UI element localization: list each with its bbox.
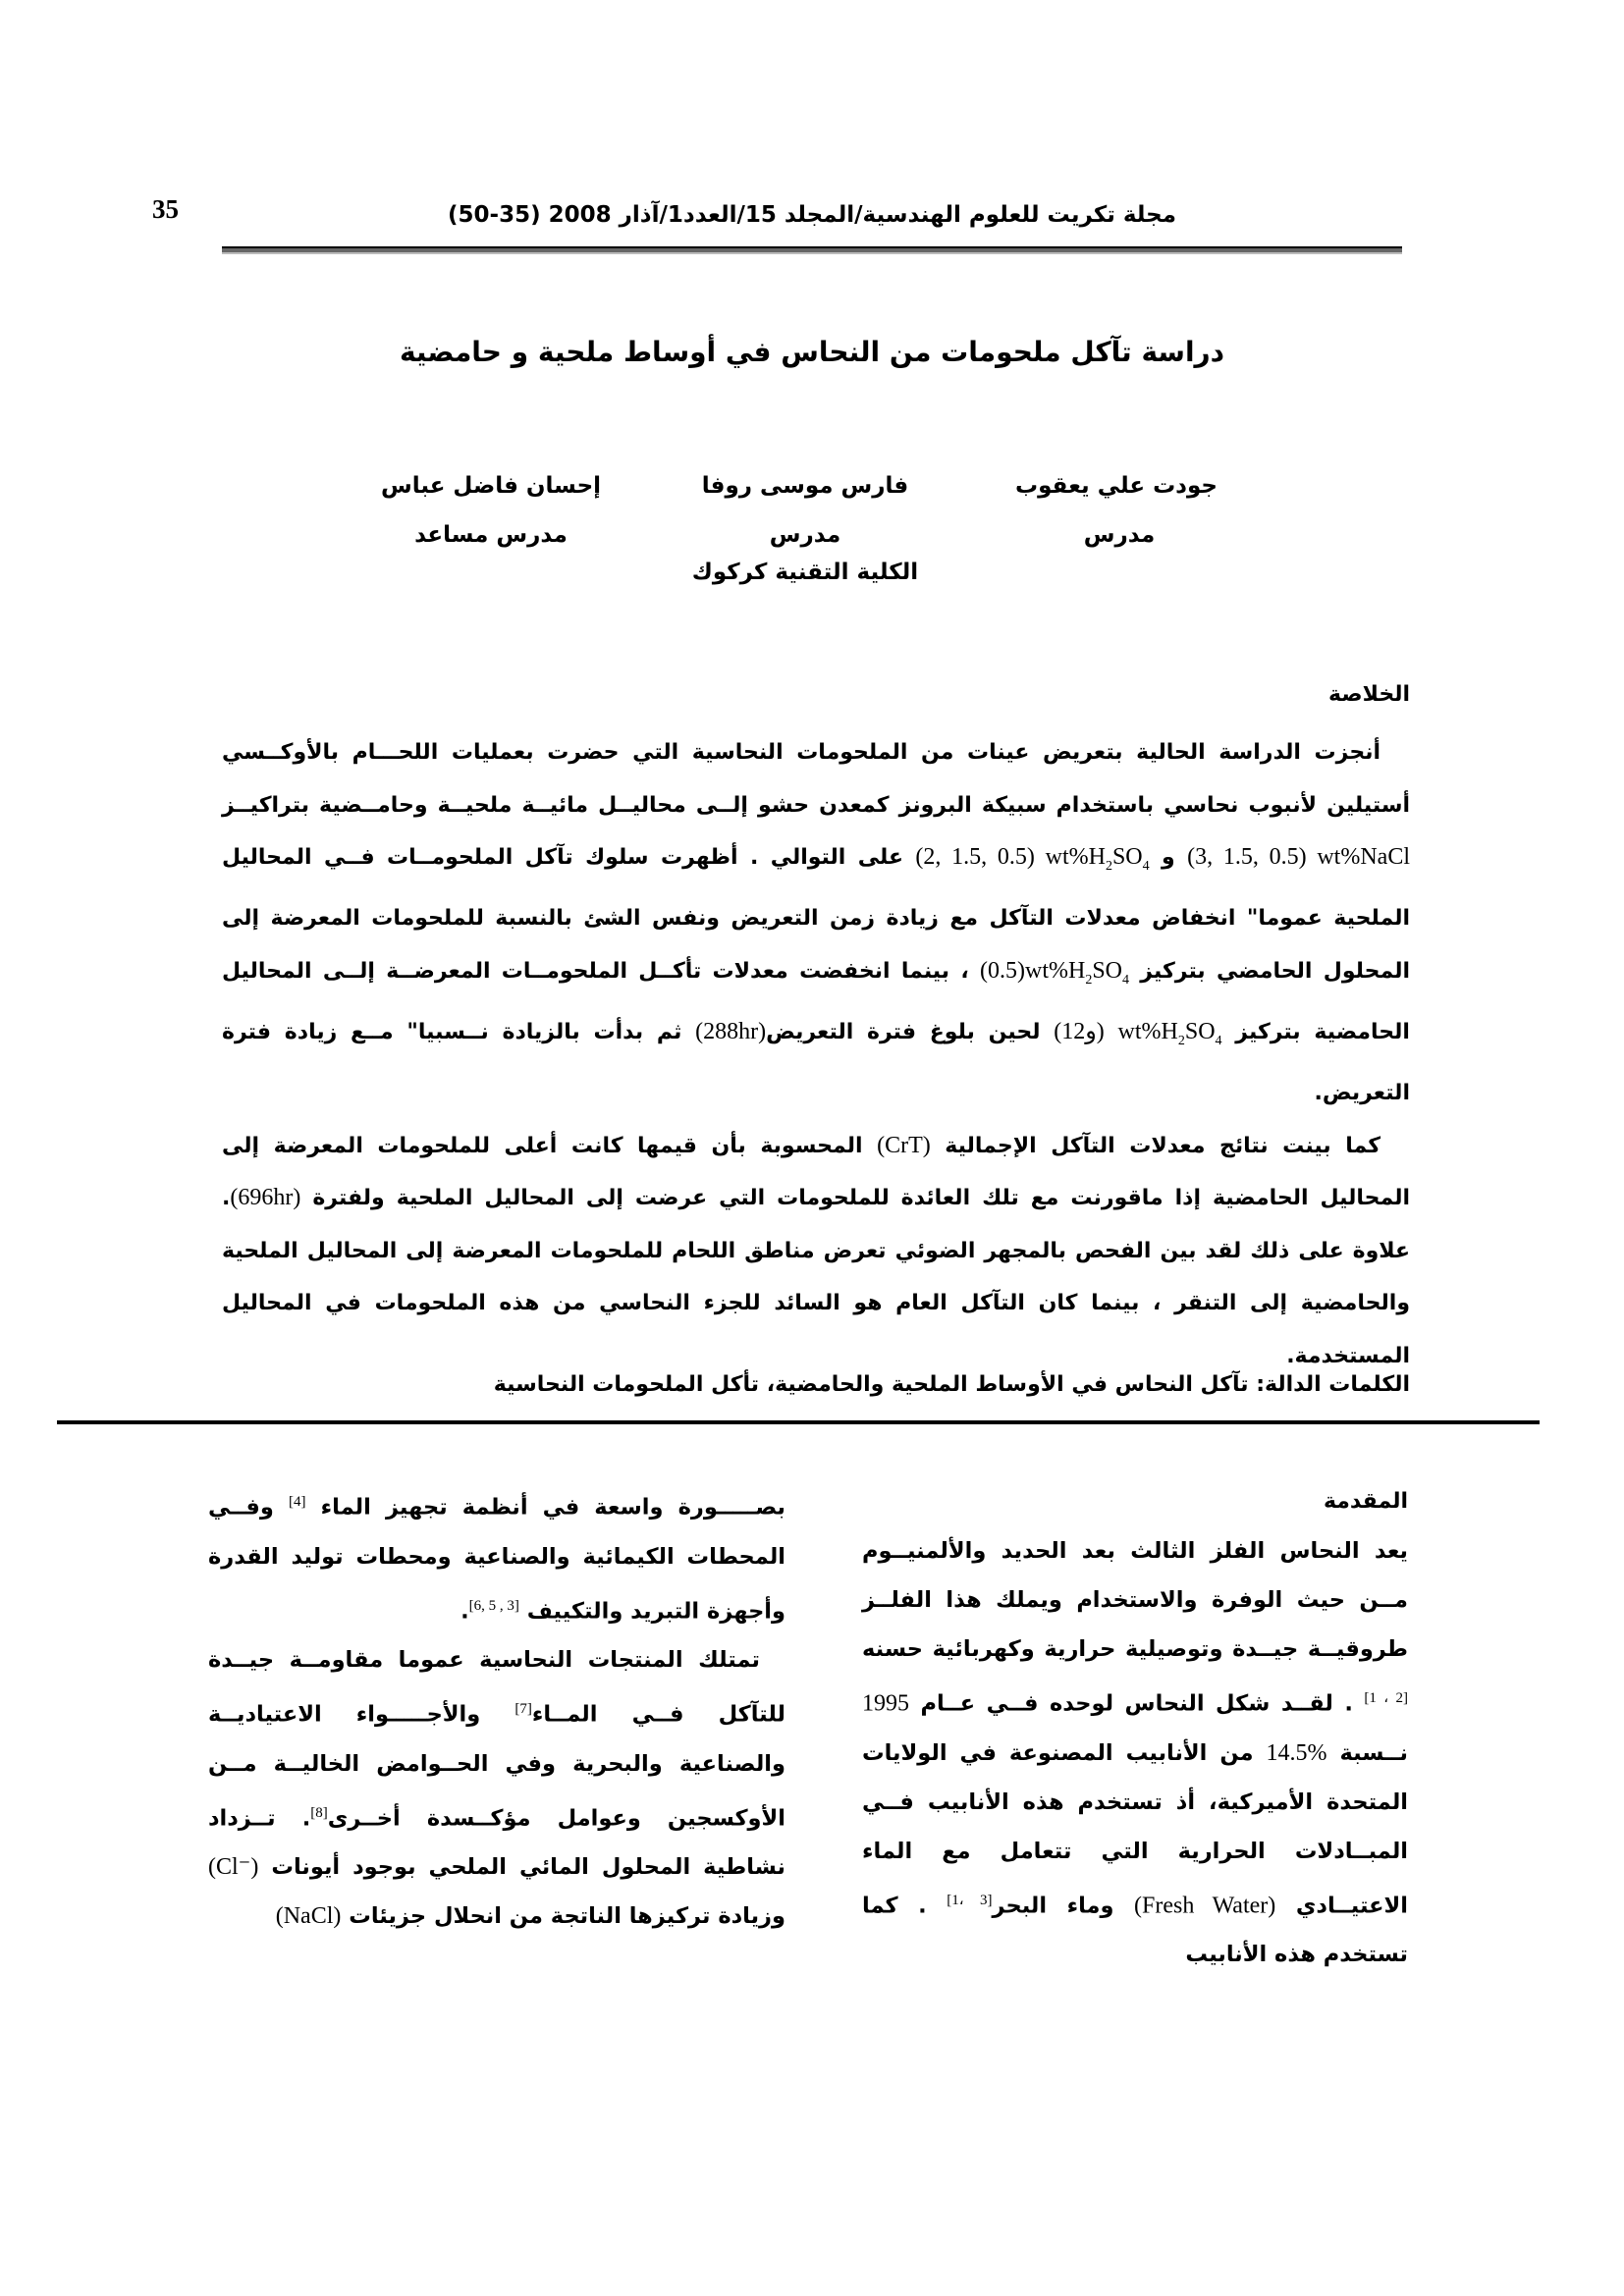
- page-number: 35: [152, 194, 179, 224]
- text-run: من الأنابيب المصنوعة في الولايات المتحدة الأميركية، أذ تستخدم هذه الأنابيب فــي المبــادلات الحرارية التي تتعامل مع الماء الاعتيــادي: [862, 1739, 1409, 1918]
- affiliation: الكلية التقنية كركوك: [691, 560, 919, 585]
- text-run: لحين بلوغ فترة التعريض: [766, 1020, 1041, 1045]
- text-run: ، بينما انخفضت معدلات تأكــل الملحومــات المعرضــة إلــى المحاليل الحامضية بتركيز: [222, 958, 1410, 1045]
- nacl-term: (NaCl): [275, 1903, 342, 1929]
- text-run: كما بينت نتائج معدلات التآكل الإجمالية: [945, 1133, 1380, 1158]
- text-run: ثم بدأت بالزيادة نــسبيا" مــع زيادة فترة التعريض.: [222, 1020, 1410, 1106]
- fresh-water-term: (Fresh Water): [1134, 1893, 1276, 1918]
- text-run: (2, 1.5, 0.5) wt%H: [915, 844, 1106, 870]
- nacl-concentrations: (3, 1.5, 0.5) wt%NaCl: [1187, 844, 1410, 870]
- text-run: بصـــــورة واسعة في أنظمة تجهيز الماء: [320, 1494, 785, 1521]
- section-separator: [57, 1420, 1540, 1424]
- citation: [7]: [514, 1701, 532, 1717]
- intro-column-right: [862, 1477, 1408, 1979]
- intro-column-left: [208, 1477, 785, 1941]
- abstract-paragraph: [222, 726, 1410, 1120]
- text-run: . لقــد شكل النحاس لوحده فــي عــام: [920, 1690, 1353, 1717]
- chloride-ion: (Cl⁻): [208, 1854, 259, 1880]
- author-name: جودت علي يعقوب: [1014, 473, 1218, 499]
- concentration-values: (1و2): [1054, 1019, 1105, 1045]
- running-header: مجلة تكريت للعلوم الهندسية/المجلد 15/العدد1/آذار 2008 (35-50): [448, 202, 1176, 228]
- h2so4-concentration: $(0.5)wt\%H_2SO_4$: [980, 957, 1129, 988]
- citation: [1، 3]: [947, 1892, 993, 1908]
- author-role: مدرس: [1083, 522, 1156, 548]
- paper-title: دراسة تآكل ملحومات من النحاس في أوساط ملحية و حامضية: [399, 336, 1225, 368]
- text-run: تمتلك المنتجات النحاسية عموما مقاومــة جيــدة للتآكل فــي المــاء: [208, 1647, 785, 1728]
- header-rule: [222, 246, 1402, 254]
- total-corrosion-rate-symbol: (CrT): [877, 1132, 931, 1158]
- text-run: وفــي المحطات الكيمائية والصناعية ومحطات توليد القدرة وأجهزة التبريد والتكييف: [208, 1494, 785, 1624]
- text-run: .: [460, 1598, 469, 1624]
- text-run: wt%H: [1117, 1019, 1178, 1045]
- exposure-time: (696hr): [230, 1185, 301, 1211]
- text-run: والأجـــــواء الاعتياديــة والصناعية والبحرية وفي الحــوامض الخاليــة مــن الأوكسجين وعوامل مؤكــسدة أخــرى: [208, 1701, 786, 1831]
- author-name: إحسان فاضل عباس: [380, 473, 602, 499]
- keywords: [494, 1372, 1410, 1397]
- intro-paragraph: [208, 1635, 785, 1941]
- h2so4-concentrations: (2, 1.5, 0.5) $wt\%H_2SO_4$: [915, 844, 1150, 874]
- text-run: وماء البحر: [992, 1893, 1114, 1918]
- text-run: على التوالي . أظهرت سلوك تآكل الملحومــات فــي المحاليل الملحية عموما" انخفاض معدلات التآكل مع زيادة زمن التعريض ونفس الشئ بالنسبة للملحومات المعرضة إلى المحلول الحامضي بتركيز: [222, 845, 1410, 984]
- text-run: نــسبة: [1339, 1739, 1408, 1766]
- abstract-heading: الخلاصة: [1328, 682, 1410, 707]
- keywords-text: تآكل النحاس في الأوساط الملحية والحامضية، تأكل الملحومات النحاسية: [493, 1372, 1249, 1397]
- citation: [4]: [289, 1494, 306, 1510]
- text-run: يعد النحاس الفلز الثالث بعد الحديد والألمنيــوم مــن حيث الوفرة والاستخدام ويملك هذا الفلــز طروقيــة جيــدة وتوصيلية حرارية وكهربائية حسنه: [862, 1538, 1408, 1662]
- author-name: فارس موسى روفا: [701, 473, 909, 499]
- text-run: وزيادة تركيزها الناتجة من انحلال جزيئات: [349, 1903, 785, 1929]
- text-run: المحسوبة بأن قيمها كانت أعلى للملحومات المعرضة إلى المحاليل الحامضية إذا ماقورنت مع تلك العائدة للملحومات التي عرضت إلى المحاليل الملحية ولفترة: [222, 1133, 1410, 1211]
- text-run: . علاوة على ذلك لقد بين الفحص بالمجهر الضوئي تعرض مناطق اللحام للملحومات المعرضة إلى المحاليل الملحية والحامضية إلى التنقر ، بينما كان التآكل العام هو السائد للجزء النحاسي من هذه الملحومات في المحاليل المستخدمة.: [222, 1186, 1410, 1368]
- abstract-body: [222, 726, 1410, 1382]
- citation: [6, 5 , 3]: [468, 1597, 519, 1614]
- author: [1014, 461, 1218, 560]
- text-run: . تــزداد نشاطية المحلول المائي الملحي بوجود أيونات: [208, 1805, 785, 1880]
- citation: [1 ، 2]: [1364, 1690, 1408, 1706]
- text-run: أنجزت الدراسة الحالية بتعريض عينات من الملحومات النحاسية التي حضرت بعمليات اللحـــام بالأوكــسي أستيلين لأنبوب نحاسي باستخدام سبيكة البرونز كمعدن حشو إلــى محاليــل مائيــة ملحيــة وحامــضية بتراكيــز: [222, 740, 1410, 818]
- text-run: (0.5)wt%H: [980, 957, 1086, 984]
- h2so4-concentration: $wt\%H_2SO_4$: [1117, 1019, 1222, 1048]
- percentage: 14.5%: [1266, 1739, 1327, 1766]
- intro-paragraph: [862, 1526, 1408, 1979]
- author-role: مدرس: [769, 522, 841, 548]
- abstract-paragraph: [222, 1120, 1410, 1383]
- text-run: و: [1162, 845, 1175, 870]
- keywords-label: الكلمات الدالة:: [1256, 1372, 1410, 1397]
- text-run: . كما تستخدم هذه الأنابيب: [862, 1893, 1408, 1967]
- citation: [8]: [310, 1804, 328, 1821]
- author: [687, 461, 923, 560]
- author: [373, 461, 609, 560]
- exposure-time: (288hr): [695, 1019, 767, 1045]
- year: 1995: [862, 1690, 909, 1717]
- introduction-heading: المقدمة: [1323, 1489, 1408, 1514]
- intro-paragraph: [208, 1477, 785, 1635]
- author-role: مدرس مساعد: [414, 522, 568, 548]
